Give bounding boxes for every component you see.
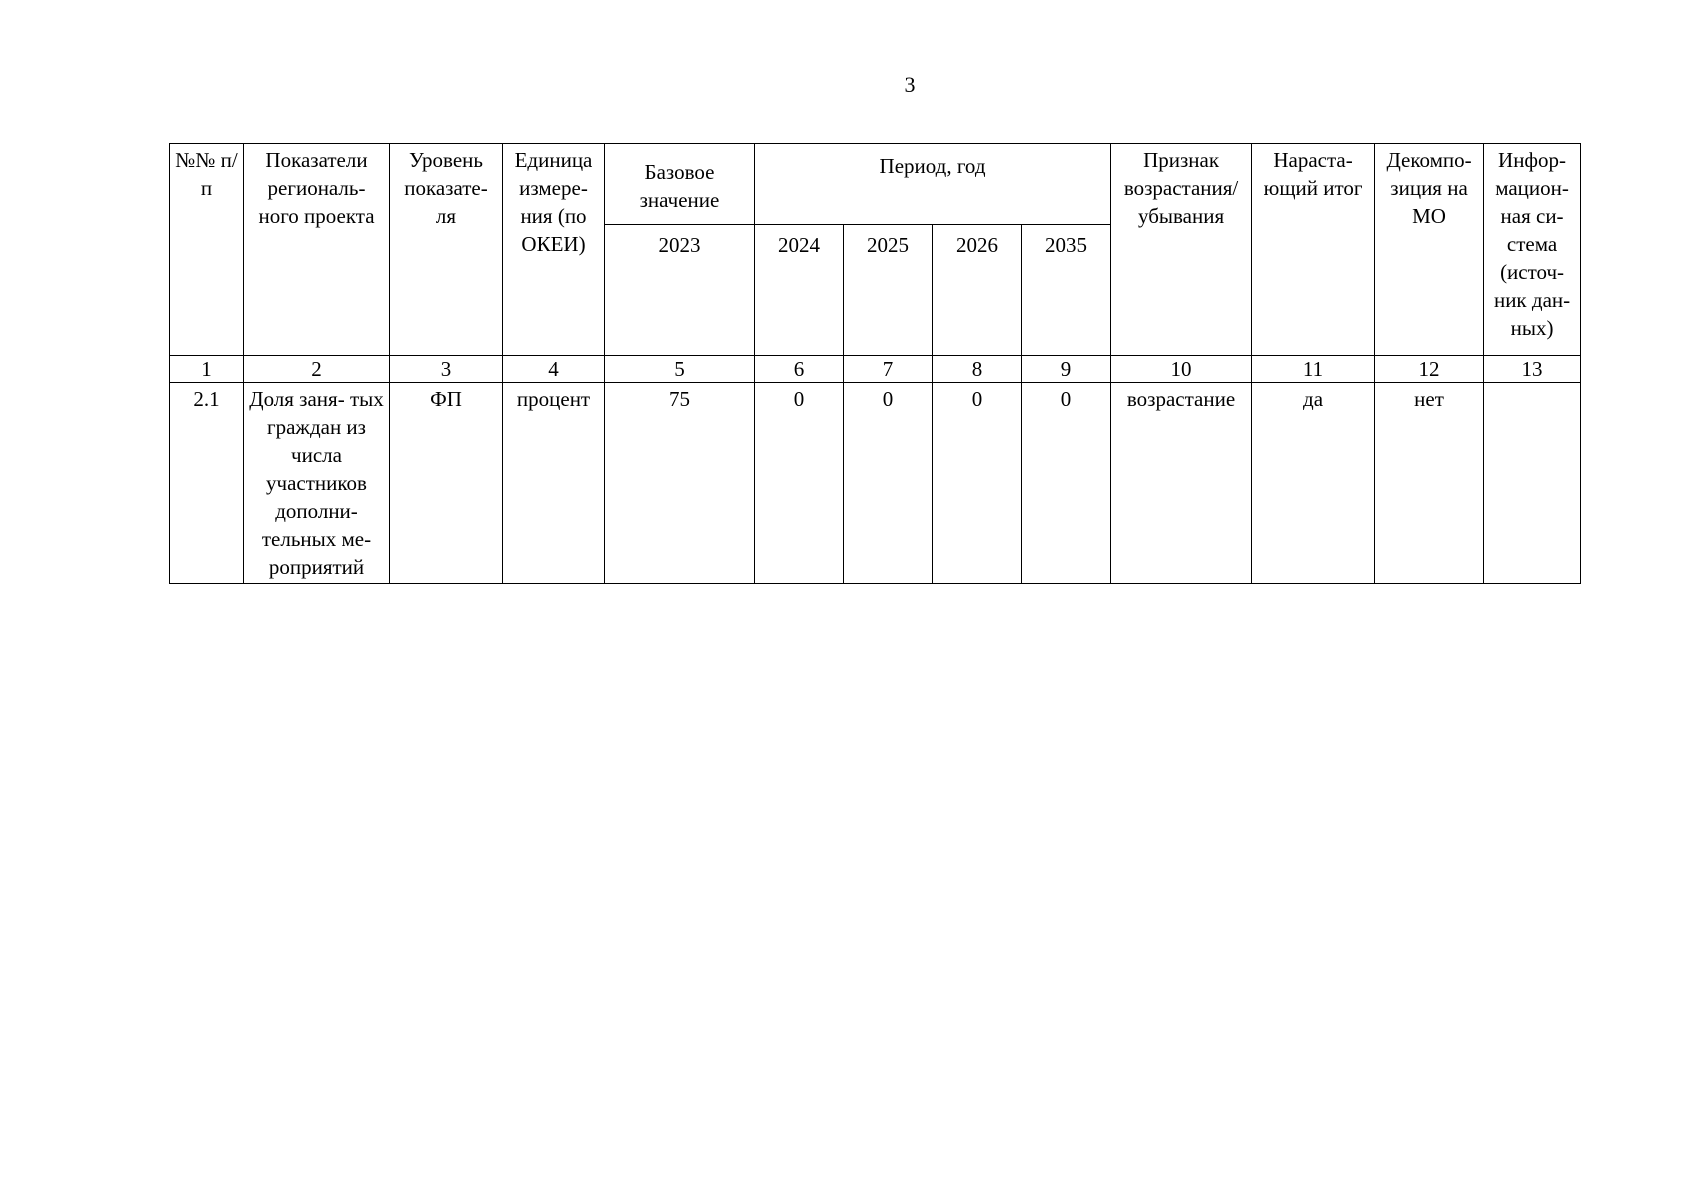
column-number: 11 <box>1252 356 1375 383</box>
header-base-year: 2023 <box>605 225 755 356</box>
row-value-2026: 0 <box>933 383 1022 584</box>
header-row <box>170 144 1581 225</box>
indicators-table <box>169 143 1581 584</box>
row-sign: возрастание <box>1111 383 1252 584</box>
row-cumulative: да <box>1252 383 1375 584</box>
row-indicator: Доля заня- тых граждан из числа участников дополни- тельных ме- роприятий <box>244 383 390 584</box>
column-number: 2 <box>244 356 390 383</box>
column-number: 3 <box>390 356 503 383</box>
header-indicators: Показатели региональ- ного проекта <box>244 144 390 356</box>
header-year-2026: 2026 <box>933 225 1022 356</box>
header-info-system: Инфор- мацион- ная си- стема (источ- ник дан- ных) <box>1484 144 1581 356</box>
header-period: Период, год <box>755 144 1111 225</box>
header-cumulative: Нараста- ющий итог <box>1252 144 1375 356</box>
column-number: 4 <box>503 356 605 383</box>
row-value-2025: 0 <box>844 383 933 584</box>
row-decomposition: нет <box>1375 383 1484 584</box>
row-info-system <box>1484 383 1581 584</box>
row-num: 2.1 <box>170 383 244 584</box>
row-level: ФП <box>390 383 503 584</box>
header-decomposition: Декомпо- зиция на МО <box>1375 144 1484 356</box>
column-number: 1 <box>170 356 244 383</box>
column-number: 12 <box>1375 356 1484 383</box>
header-year-2024: 2024 <box>755 225 844 356</box>
column-number: 13 <box>1484 356 1581 383</box>
column-number-row <box>170 356 1581 383</box>
header-num: №№ п/п <box>170 144 244 356</box>
page-number: 3 <box>904 72 916 97</box>
row-unit: процент <box>503 383 605 584</box>
row-base-value: 75 <box>605 383 755 584</box>
column-number: 5 <box>605 356 755 383</box>
column-number: 9 <box>1022 356 1111 383</box>
header-level: Уровень показате- ля <box>390 144 503 356</box>
header-year-2035: 2035 <box>1022 225 1111 356</box>
header-base-value: Базовое значение <box>605 144 755 225</box>
column-number: 10 <box>1111 356 1252 383</box>
header-year-2025: 2025 <box>844 225 933 356</box>
column-number: 7 <box>844 356 933 383</box>
header-unit: Единица измере- ния (по ОКЕИ) <box>503 144 605 356</box>
table-row <box>170 383 1581 584</box>
row-value-2024: 0 <box>755 383 844 584</box>
column-number: 6 <box>755 356 844 383</box>
row-value-2035: 0 <box>1022 383 1111 584</box>
header-sign: Признак возрастания/ убывания <box>1111 144 1252 356</box>
column-number: 8 <box>933 356 1022 383</box>
